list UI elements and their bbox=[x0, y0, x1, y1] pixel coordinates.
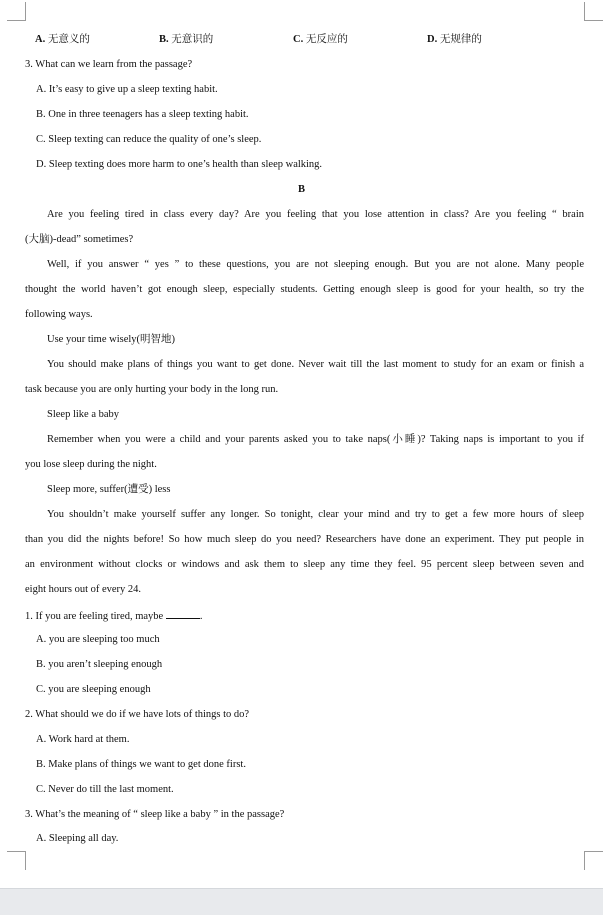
option-d: D. 无规律的 bbox=[427, 34, 482, 45]
passage-line: Remember when you were a child and your parents asked you to take naps(小睡)? Taking naps is important to you if bbox=[47, 434, 584, 445]
passage-line: (大脑)-dead” sometimes? bbox=[25, 234, 134, 245]
answer-option: D. Sleep texting does more harm to one’s health than sleep walking. bbox=[36, 159, 323, 170]
option-a: A. 无意义的 bbox=[35, 34, 90, 45]
passage-subheading: Sleep more, suffer(遭受) less bbox=[47, 484, 171, 495]
question-text: 2. What should we do if we have lots of things to do? bbox=[25, 709, 250, 720]
answer-option: A. Sleeping all day. bbox=[36, 833, 119, 844]
answer-option: A. you are sleeping too much bbox=[36, 634, 160, 645]
page-corner-mark bbox=[7, 2, 26, 21]
option-c: C. 无反应的 bbox=[293, 34, 348, 45]
passage-line: following ways. bbox=[25, 309, 93, 320]
window-bottom-bar bbox=[0, 888, 603, 915]
passage-line: than you did the nights before! So how much sleep do you need? Researchers have done an experiment. They put people in bbox=[25, 534, 584, 545]
answer-blank[interactable] bbox=[166, 608, 200, 619]
answer-option: B. you aren’t sleeping enough bbox=[36, 659, 163, 670]
passage-line: Well, if you answer “ yes ” to these questions, you are not sleeping enough. But you are not alone. Many people bbox=[47, 259, 584, 270]
passage-line: Are you feeling tired in class every day? Are you feeling that you lose attention in class? Are you feeling “ brain bbox=[47, 209, 584, 220]
page-corner-mark bbox=[584, 851, 603, 870]
page-corner-mark bbox=[584, 2, 603, 21]
passage-subheading: Use your time wisely(明智地) bbox=[47, 334, 176, 345]
answer-option: A. Work hard at them. bbox=[36, 734, 130, 745]
answer-option: B. Make plans of things we want to get done first. bbox=[36, 759, 246, 770]
question-text: 3. What’s the meaning of “ sleep like a baby ” in the passage? bbox=[25, 809, 285, 820]
passage-line: you lose sleep during the night. bbox=[25, 459, 157, 470]
passage-subheading: Sleep like a baby bbox=[47, 409, 120, 420]
passage-line: You shouldn’t make yourself suffer any longer. So tonight, clear your mind and try to get a few more hours of sleep bbox=[47, 509, 584, 520]
option-b: B. 无意识的 bbox=[159, 34, 214, 45]
answer-option: C. you are sleeping enough bbox=[36, 684, 151, 695]
passage-line: an environment without clocks or windows and ask them to sleep any time they feel. 95 percent sleep between seven and bbox=[25, 559, 584, 570]
answer-option: C. Sleep texting can reduce the quality of one’s sleep. bbox=[36, 134, 262, 145]
answer-option: A. It’s easy to give up a sleep texting habit. bbox=[36, 84, 218, 95]
passage-line: thought the world haven’t got enough sleep, especially students. Getting enough sleep is good for your health, so try the bbox=[25, 284, 584, 295]
answer-option: B. One in three teenagers has a sleep texting habit. bbox=[36, 109, 249, 120]
answer-option: C. Never do till the last moment. bbox=[36, 784, 174, 795]
passage-line: task because you are only hurting your body in the long run. bbox=[25, 384, 279, 395]
page-corner-mark bbox=[7, 851, 26, 870]
passage-line: eight hours out of every 24. bbox=[25, 584, 142, 595]
section-heading: B bbox=[297, 184, 305, 195]
question-text: 1. If you are feeling tired, maybe . bbox=[25, 608, 202, 624]
passage-line: You should make plans of things you want to get done. Never wait till the last moment to study for an exam or finish a bbox=[47, 359, 584, 370]
question-text: 3. What can we learn from the passage? bbox=[25, 59, 193, 70]
